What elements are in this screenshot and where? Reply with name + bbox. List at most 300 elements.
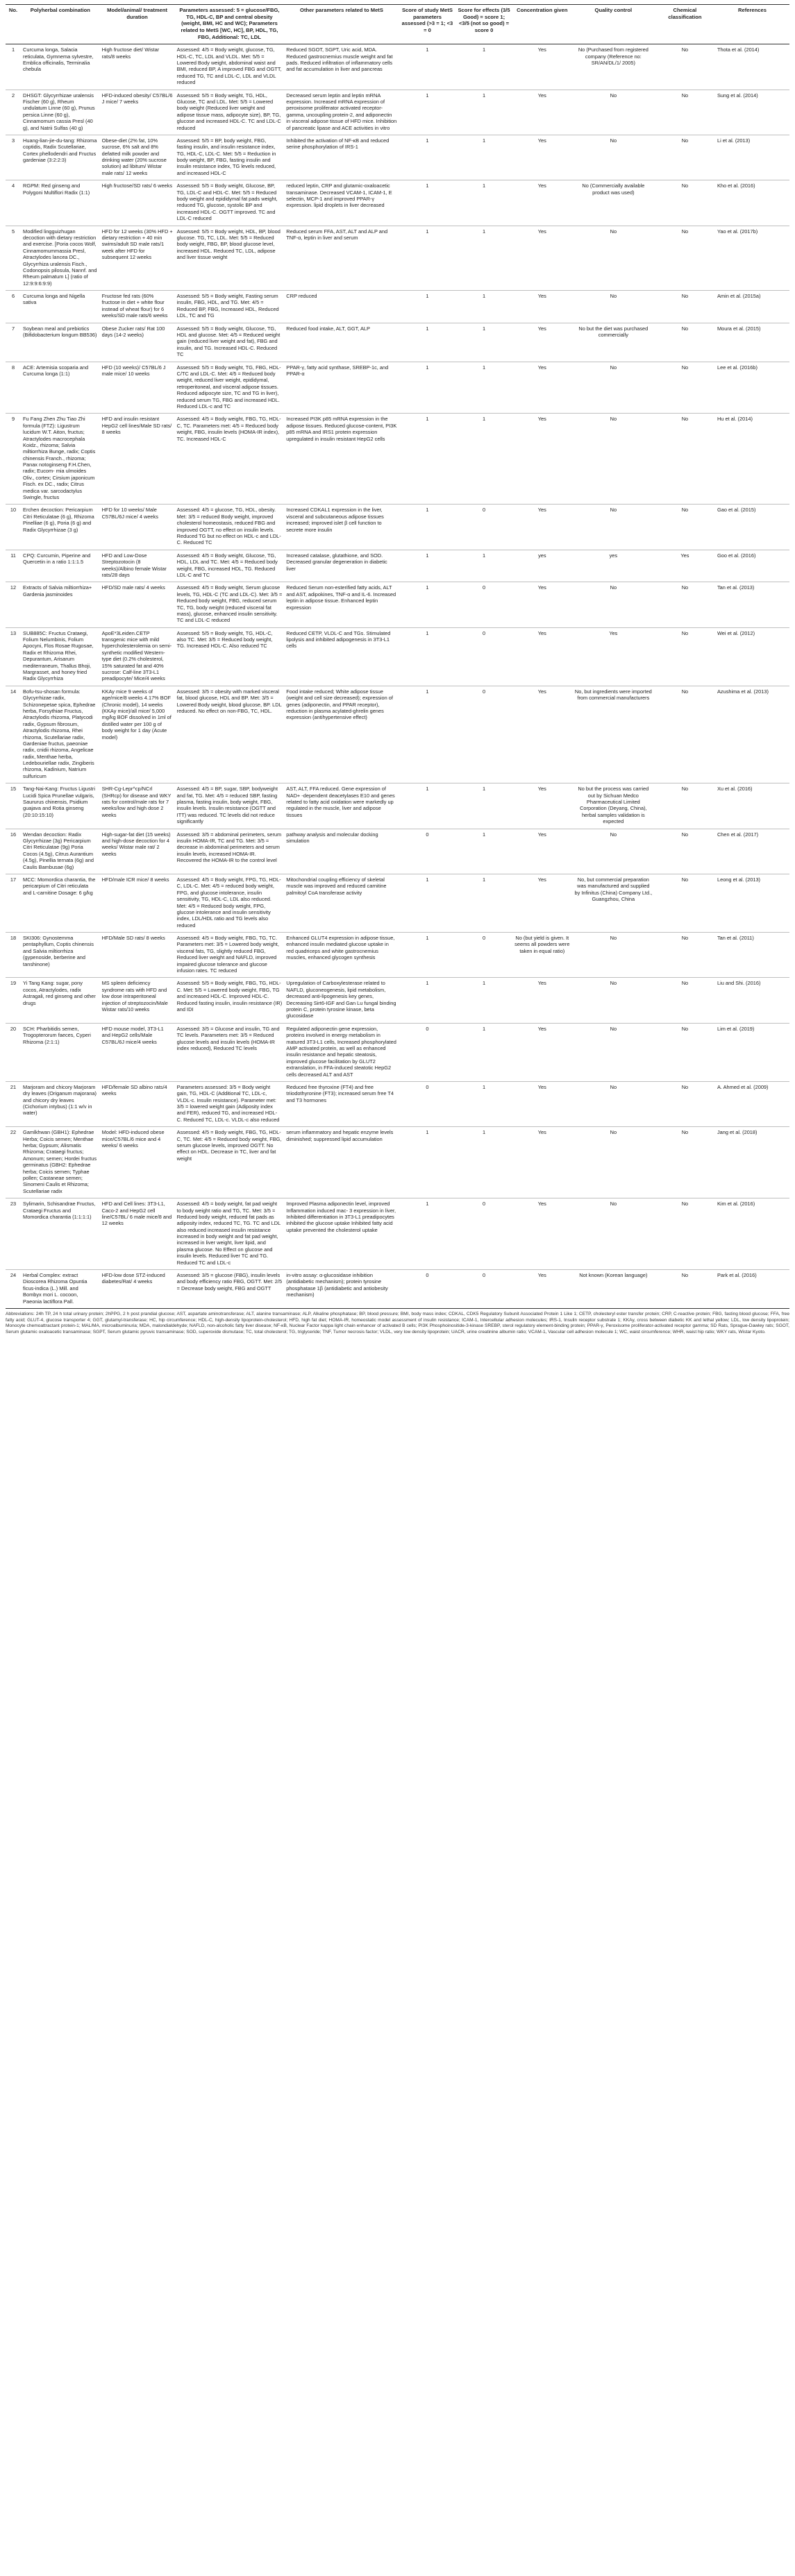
- concentration-given-cell: Yes: [512, 627, 572, 686]
- model-treatment-cell: SHR-Cg-Lepr^cp/NCrl (SHRcp) for disease and WKY rats for control/male rats for 7 weeks/low and high dose 2 weeks: [100, 783, 175, 829]
- parameters-assessed-cell: Assessed: 4/5 = Body weight, Glucose, TG, HDL, LDL and TC. Met: 4/5 = Reduced body weight, FBG, increased HDL, TG. Reduced LDL-C and TC: [175, 550, 285, 582]
- model-treatment-cell: HFD for 10 weeks/ Male C57BL/6J mice/ 4 weeks: [100, 505, 175, 550]
- polyherbal-combination-cell: SCH: Pharbitidis semen, Trogopterorum faeces, Cyperi Rhizoma (2:1:1): [21, 1023, 100, 1081]
- model-treatment-cell: High fructose diet/ Wistar rats/8 weeks: [100, 44, 175, 90]
- other-parameters-cell: AST, ALT, FFA reduced. Gene expression of NAD+ -dependent deacetylases E10 and genes related to fatty acid oxidation were markedly up regulated in the muscle, liver and adipose tissues: [284, 783, 399, 829]
- concentration-given-cell: Yes: [512, 90, 572, 135]
- polyherbal-combination-cell: Wendan decoction: Radix Glycyrrhizae (3g) Pericarpium Citri Reticulatae (9g) Poria Cocos (4.5g), Citrus Aurantium (4.5g), Pinellia ternata (6g) and Caulis Bambusae (6g): [21, 829, 100, 874]
- quality-control-cell: No: [572, 1198, 655, 1270]
- polyherbal-combination-cell: Huang-lian-jie-du-tang: Rhizoma coptidis, Radix Scutellariae, Cortex phellodendri and Fructus gardeniae (3:2:2:3): [21, 135, 100, 180]
- chemical-classification-cell: No: [655, 933, 715, 978]
- score-parameters-cell: 0: [399, 1270, 456, 1309]
- row-number-cell: 8: [6, 362, 21, 414]
- parameters-assessed-cell: Assessed: 5/5 = BP, body weight, FBG, fasting insulin, and insulin resistance index, TG, HDL-C, LDL-C. Met: 5/5 = Reduction in body weight, BP, FBG, fasting insulin and insulin resistance index, TG levels reduced, and increased HDL-C: [175, 135, 285, 180]
- concentration-given-cell: Yes: [512, 1198, 572, 1270]
- other-parameters-cell: Regulated adiponectin gene expression, proteins involved in energy metabolism in matured 3T3-L1 cells, Increased phosphorylated AMP activated protein, as well as enhanced insulin resistance and hepatic steatosis, improved glucose facilitation by GLUT2 extranslation, in FFA-induced steatotic HepG2 cells decreased ALT and AST: [284, 1023, 399, 1081]
- chemical-classification-cell: No: [655, 226, 715, 291]
- quality-control-cell: No: [572, 362, 655, 414]
- table-row: [6, 550, 789, 582]
- polyherbal-combination-cell: Gamlkhwan (GBH1): Ephedrae Herba; Coicis semen; Menthae herba; Gypsum; Alismatis Rhizoma; Crataegi fructus; Amonum; semen; Hordei fructus germinatus (GBH2: Ephedrae herba; Coicis semen; Typhae pollen; Castaneae semen; Sinomeni Caulis et Rhizoma; Scutellariae radix: [21, 1127, 100, 1198]
- score-parameters-cell: 1: [399, 1127, 456, 1198]
- reference-cell: Chen et al. (2017): [715, 829, 789, 874]
- row-number-cell: 6: [6, 291, 21, 323]
- parameters-assessed-cell: Assessed: 3/5 = Glucose and insulin, TG and TC levels. Parameters met: 3/5 = Reduced glucose levels and insulin levels (HOMA-IR index reduced), Reduced TC levels: [175, 1023, 285, 1081]
- polyherbal-combination-cell: Fu Fang Zhen Zhu Tiao Zhi formula (FTZ): Ligustrum lucidum W.T. Aiton, fructus; Atractylodes macrocephala Koidz., rhizoma; Salvia miltiorrhiza Bunge, radix; Coptis chinensis Franch., rhizoma; Panax notoginseng F.H.Chen, radix; Eucom- mia ulmoides Oliv., cortex; Cirsium japonicum Fisch. ex DC., radix; Citrus medica var. sarcodactylus Swingle, fructus: [21, 414, 100, 505]
- model-treatment-cell: HFD/male ICR mice/ 8 weeks: [100, 874, 175, 932]
- column-header: Concentration given: [512, 5, 572, 44]
- row-number-cell: 4: [6, 180, 21, 226]
- table-row: [6, 686, 789, 783]
- score-effects-cell: 0: [455, 686, 512, 783]
- parameters-assessed-cell: Assessed: 5/5 = Body weight, HDL, BP, blood glucose. TG, TC, LDL. Met: 5/5 = Reduced body weight, FBG, BP, blood glucose level, increased HDL. Reduced TC, LDL, adipose and liver tissue weight: [175, 226, 285, 291]
- row-number-cell: 10: [6, 505, 21, 550]
- score-parameters-cell: 1: [399, 582, 456, 627]
- score-effects-cell: 1: [455, 135, 512, 180]
- row-number-cell: 3: [6, 135, 21, 180]
- reference-cell: Kim et al. (2016): [715, 1198, 789, 1270]
- polyherbal-combination-cell: Modified lingguizhugan decoction with dietary restriction and exercise. [Poria cocos Wolf, Cinnamomummassia Presl, Atractylodes lancea DC., Glycyrrhiza uralensis Fisch., Codonopsis pilosula, Nannf. and Rheum palmatum L] (ratio of 12:9:9:6:9:9): [21, 226, 100, 291]
- chemical-classification-cell: No: [655, 414, 715, 505]
- concentration-given-cell: Yes: [512, 135, 572, 180]
- model-treatment-cell: HFD and insulin resistant HepG2 cell lines/Male SD rats/ 8 weeks: [100, 414, 175, 505]
- other-parameters-cell: in-vitro assay: α-glucosidase inhibition (antidiabetic mechanism); protein tyrosine phosphatase 1β (antidiabetic and antiobesity mechanism): [284, 1270, 399, 1309]
- row-number-cell: 2: [6, 90, 21, 135]
- column-header: Parameters assessed: 5 = glucose/FBG, TG, HDL-C, BP and central obesity (weight, BMI, HC and WC); Parameters related to MetS [WC, HC], BP, HDL, TG, FBG, Additional: TC, LDL: [175, 5, 285, 44]
- score-parameters-cell: 1: [399, 505, 456, 550]
- model-treatment-cell: HFD (10 weeks)/ C57BL/6 J male mice/ 10 weeks: [100, 362, 175, 414]
- other-parameters-cell: Inhibited the activation of NF-κB and reduced serine phosphorylation of IRS-1: [284, 135, 399, 180]
- table-row: [6, 783, 789, 829]
- chemical-classification-cell: No: [655, 686, 715, 783]
- row-number-cell: 11: [6, 550, 21, 582]
- column-header: References: [715, 5, 789, 44]
- other-parameters-cell: Reduced SGOT, SGPT, Uric acid, MDA. Reduced gastrocnemius muscle weight and fat pads. Reduced infiltration of inflammatory cells and fat accumulation in liver and pancreas: [284, 44, 399, 90]
- row-number-cell: 24: [6, 1270, 21, 1309]
- model-treatment-cell: Model: HFD-induced obese mice/C57BL/6 mice and 4 weeks/ 6 weeks: [100, 1127, 175, 1198]
- quality-control-cell: No: [572, 1023, 655, 1081]
- quality-control-cell: No: [572, 505, 655, 550]
- reference-cell: Liu and Shi. (2016): [715, 978, 789, 1023]
- row-number-cell: 9: [6, 414, 21, 505]
- row-number-cell: 22: [6, 1127, 21, 1198]
- chemical-classification-cell: No: [655, 180, 715, 226]
- reference-cell: Kho et al. (2016): [715, 180, 789, 226]
- reference-cell: Azushima et al. (2013): [715, 686, 789, 783]
- score-effects-cell: 1: [455, 44, 512, 90]
- table-row: [6, 323, 789, 362]
- quality-control-cell: No: [572, 226, 655, 291]
- column-header: Score for effects (3/5 Good) = score 1; <3/5 (not so good) = score 0: [455, 5, 512, 44]
- model-treatment-cell: ApoE*3Leiden.CETP transgenic mice with mild hypercholesterolemia on semi-synthetic modified Western-type diet (0.2% cholesterol, 15% saturated fat and 40% sucrose: Calf-line 3T3-L1 preadipocyte/ Mice/4 weeks: [100, 627, 175, 686]
- chemical-classification-cell: No: [655, 783, 715, 829]
- chemical-classification-cell: No: [655, 44, 715, 90]
- column-header: Polyherbal combination: [21, 5, 100, 44]
- row-number-cell: 20: [6, 1023, 21, 1081]
- concentration-given-cell: Yes: [512, 874, 572, 932]
- model-treatment-cell: KKAy mice 9 weeks of age/mice/8 weeks 4.17% BOF (Chronic model), 14 weeks (KKAy mice)/all mice/ 5,000 mg/kg BOF dissolved in 1ml of distilled water per 100 g of body weight for 1 day (Acute model): [100, 686, 175, 783]
- quality-control-cell: No: [572, 1081, 655, 1126]
- other-parameters-cell: Increased PI3K p85 mRNA expression in the adipose tissues. Reduced glucose-content, PI3K p85 mRNA and IRS1 protein expression upregulated in insulin resistant HepG2 cells: [284, 414, 399, 505]
- other-parameters-cell: Increased catalase, glutathione, and SOD. Decreased granular degeneration in diabetic liver: [284, 550, 399, 582]
- polyherbal-combination-cell: Soybean meal and prebiotics (Bifidobacterium longum BB536): [21, 323, 100, 362]
- model-treatment-cell: High fructose/SD rats/ 6 weeks: [100, 180, 175, 226]
- parameters-assessed-cell: Assessed: 3/5 = glucose (FBG), insulin levels and body efficiency ratio FBG, OGTT. Met: 2/5 = Decrease body weight, FBG and OGTT: [175, 1270, 285, 1309]
- score-effects-cell: 0: [455, 1270, 512, 1309]
- polyherbal-combination-cell: Bofu-tsu-shosan formula: Glycyrrhizae radix, Schizonepetae spica, Ephedrae herba, Forsythiae Fructus, Atractylodis rhizoma, Platycodi radix, Gypsum fibrosum, Atractylodis rhizoma, Rhei rhizoma, Scutellariae radix, Gardeniae fructus, paeoniae radix, cnidii rhizoma, Angelicae radix, Menthae herba, Ledebouriellae radix, Zingiberis rhizoma, Kadinium, Natrium sulfuricum: [21, 686, 100, 783]
- chemical-classification-cell: No: [655, 874, 715, 932]
- table-row: [6, 180, 789, 226]
- quality-control-cell: yes: [572, 550, 655, 582]
- other-parameters-cell: Reduced Serum non-esterified fatty acids, ALT and AST, adipokines, TNF-α and IL-6. Increased leptin in adipose tissue. Enhanced leptin expression: [284, 582, 399, 627]
- column-header: No.: [6, 5, 21, 44]
- score-effects-cell: 1: [455, 414, 512, 505]
- row-number-cell: 1: [6, 44, 21, 90]
- score-parameters-cell: 1: [399, 226, 456, 291]
- parameters-assessed-cell: Assessed: 4/5 = Body weight, glucose, TG, HDL-C, TC, LDL and VLDL. Met: 5/5 = Lowered Body weight, abdominal waist and BMI, reduced BP, A improved FBG and OGTT, reduced TG, TC and LDL-C, LDL and VLDL reduced: [175, 44, 285, 90]
- chemical-classification-cell: No: [655, 362, 715, 414]
- quality-control-cell: No (Commercially available product was used): [572, 180, 655, 226]
- parameters-assessed-cell: Assessed: 3/5 = obesity with marked visceral fat, blood glucose, HDL and BP. Met: 3/5 = Lowered Body weight, blood glucose, BP. LDL reduced. No effect on non-FBG, TC, HDL.: [175, 686, 285, 783]
- score-parameters-cell: 1: [399, 686, 456, 783]
- score-parameters-cell: 1: [399, 362, 456, 414]
- model-treatment-cell: HFD and Cell lines: 3T3-L1, Caco-2 and HepG2 cell line/C57BL/ 6 male mice/8 and 12 weeks: [100, 1198, 175, 1270]
- parameters-assessed-cell: Assessed: 4/5 = Body weight, FPG, TG, HDL-C, LDL-C. Met: 4/5 = reduced body weight, FPG, and glucose intolerance, insulin sensitivity, TG, HDL-C, LDL also reduced. Met: 4/5 = Reduced body weight, FPG, glucose intolerance and insulin sensitivity index, LDL/HDL ratio and TG levels also reduced: [175, 874, 285, 932]
- table-row: [6, 226, 789, 291]
- quality-control-cell: No: [572, 1127, 655, 1198]
- table-row: [6, 1270, 789, 1309]
- quality-control-cell: No, but commercial preparation was manufactured and supplied by Infinitus (China) Company Ltd., Guangzhou, China: [572, 874, 655, 932]
- polyherbal-combination-cell: Extracts of Salvia miltiorrhiza+ Gardenia jasminoides: [21, 582, 100, 627]
- chemical-classification-cell: No: [655, 90, 715, 135]
- score-parameters-cell: 1: [399, 978, 456, 1023]
- table-row: [6, 1127, 789, 1198]
- reference-cell: A. Ahmed et al. (2009): [715, 1081, 789, 1126]
- chemical-classification-cell: No: [655, 291, 715, 323]
- score-effects-cell: 1: [455, 874, 512, 932]
- other-parameters-cell: Food intake reduced; White adipose tissue (weight and cell size decreased); expression of genes (adiponectin, and PPAR receptor), reduction in plasma acylated-ghrelin genes expression (antihypertensive effect): [284, 686, 399, 783]
- abbreviations-footnote: Abbreviations: 24h TP, 24 h total urinary protein; 2hPPG, 2 h post prandial glucose; AST, aspartate aminotransferase; ALT, alanine transaminase; ALP, Alkaline phosphatase; BP, blood pressure; BMI, body mass index; CDKAL, CDK5 Regulatory Subunit Associated Protein 1 Like 1; CETP, cholesteryl ester transfer protein; CRP, C-reactive protein; FBG, fasting blood glucose; FFA, free fatty acid; GLUT-4, glucose transporter 4; GGT, glutamyl-transferase; HC, hip circumference; HDL-C, high-density lipoprotein-cholesterol; HFD, high fat diet; HOMA-IR, homeostatic model assessment of insulin resistance; ICAM-1, Intercellular adhesion molecules; IRS-1, Insulin receptor substrate 1; KKAy, cross between diabetic KK and lethal yellow; LDL, low density lipoprotein; Monocyte chemoattractant protein-1; MAL/MA, microalbuminuria; MDA, malondialdehyde; NAFLD, non-alcoholic fatty liver disease; NF-κB, Nuclear Factor kappa light chain enhancer of activated B cells; PI3K Phosphoinositide-3-kinase SREBP, sterol regulatory element-binding protein; PPAR-γ, Peroxisome proliferator-activated receptor gamma; SD Rats, Sprague-Dawley rats; SGOT, Serum glutamic oxaloacetic transaminase; SGPT, Serum glutamic pyruvic transaminase; SOD, superoxide dismutase; TC, total cholesterol; TG, triglyceride; TNF, Tumor necrosis factor; VLDL, very low density lipoprotein; UACR, urine creatinine albumin ratio; VCAM-1, Vascular cell adhesion molecule 1; WC, waist circumference; WHR, waist hip ratio; WKY rats, Wistar Kyoto.: [6, 1312, 789, 1334]
- model-treatment-cell: Obese-diet (2% fat, 10% sucrose, 6% salt and 8% defatted milk powder and drinking water (20% sucrose solution) ad libitum/ Wistar male rats/ 12 weeks: [100, 135, 175, 180]
- table-row: [6, 582, 789, 627]
- table-row: [6, 829, 789, 874]
- other-parameters-cell: reduced leptin, CRP and glutamic-oxaloacetic transaminase. Decreased VCAM-1, ICAM-1, E selectin, MCP-1 and improved PPAR-γ expression. lipid droplets in liver decreased: [284, 180, 399, 226]
- score-effects-cell: 0: [455, 933, 512, 978]
- other-parameters-cell: pathway analysis and molecular docking simulation: [284, 829, 399, 874]
- concentration-given-cell: Yes: [512, 783, 572, 829]
- chemical-classification-cell: No: [655, 505, 715, 550]
- other-parameters-cell: Reduced serum FFA, AST, ALT and ALP and TNF-α, leptin in liver and serum: [284, 226, 399, 291]
- column-header: Other parameters related to MetS: [284, 5, 399, 44]
- column-header: Chemical classification: [655, 5, 715, 44]
- parameters-assessed-cell: Assessed: 4/5 = Body weight, FBG, TG, HDL-C, TC. Parameters met: 4/5 = Reduced body weight, FBG, insulin levels (HOMA-IR index), TC. Increased HDL-C: [175, 414, 285, 505]
- other-parameters-cell: Decreased serum leptin and leptin mRNA expression. Increased mRNA expression of peroxisome proliferator activated receptor-gamma, uncoupling protein-2, and adiponectin in visceral adipose tissue of HFD mice. Inhibition of pancreatic lipase and ACE activities in vitro: [284, 90, 399, 135]
- model-treatment-cell: HFD and Low-Dose Streptozotocin (8 weeks)/Albino female Wistar rats/28 days: [100, 550, 175, 582]
- polyherbal-combination-cell: Curcuma longa and Nigella sativa: [21, 291, 100, 323]
- score-parameters-cell: 0: [399, 829, 456, 874]
- concentration-given-cell: Yes: [512, 582, 572, 627]
- parameters-assessed-cell: Assessed: 5/5 = Body weight, TG, HDL-C, also TC. Met: 3/5 = Reduced body weight, TG. Increased HDL-C. Also reduced TC: [175, 627, 285, 686]
- model-treatment-cell: MS spleen deficiency syndrome rats with HFD and low dose intraperitoneal injection of streptozocin/Male Wistar rats/10 weeks: [100, 978, 175, 1023]
- chemical-classification-cell: Yes: [655, 550, 715, 582]
- row-number-cell: 18: [6, 933, 21, 978]
- quality-control-cell: No (Purchased from registered company (Reference no: SR/AN/DL/1/ 2005): [572, 44, 655, 90]
- concentration-given-cell: Yes: [512, 505, 572, 550]
- score-effects-cell: 1: [455, 978, 512, 1023]
- quality-control-cell: No: [572, 414, 655, 505]
- quality-control-cell: No, but ingredients were imported from commercial manufacturers: [572, 686, 655, 783]
- score-effects-cell: 1: [455, 829, 512, 874]
- quality-control-cell: Yes: [572, 627, 655, 686]
- quality-control-cell: No but the process was carried out by Sichuan Medco Pharmaceutical Limited Corporation (Deyang, China), herbal samples validation is expected: [572, 783, 655, 829]
- table-row: [6, 414, 789, 505]
- table-row: [6, 978, 789, 1023]
- table-row: [6, 1198, 789, 1270]
- reference-cell: Xu et al. (2016): [715, 783, 789, 829]
- table-row: [6, 505, 789, 550]
- row-number-cell: 16: [6, 829, 21, 874]
- parameters-assessed-cell: Assessed: 4/5 = Body weight, Serum glucose levels, TG, HDL-C (TC and LDL-C). Met: 3/5 = Reduced body weight, FBG, reduced serum TC, TG, body weight (reduced visceral fat mass), glucose, enhanced insulin sensitivity. TC and LDL-C reduced: [175, 582, 285, 627]
- score-parameters-cell: 0: [399, 1023, 456, 1081]
- chemical-classification-cell: No: [655, 323, 715, 362]
- reference-cell: Moura et al. (2015): [715, 323, 789, 362]
- polyherbal-combination-cell: SUB885C: Fructus Crataegi, Folium Nelumbinis, Folium Apocyni, Flos Rosae Rugosae, Radix et Rhizoma Rhei, Depurantum, Arisarum mediterraneum, Thallus Bhoji, Margrasset, and honey fried Radix Glycyrrhiza: [21, 627, 100, 686]
- model-treatment-cell: HFD/SD male rats/ 4 weeks: [100, 582, 175, 627]
- polyherbal-combination-cell: Tang-Nai-Kang: Fructus Ligustri Lucidi Spica Prunellae vulgaris, Saururus chinensis, Psidium guajava and Rotia ginseng (20:10:15:10): [21, 783, 100, 829]
- chemical-classification-cell: No: [655, 1198, 715, 1270]
- reference-cell: Goo et al. (2016): [715, 550, 789, 582]
- polyherbal-combination-cell: Erchen decoction: Pericarpium Citri Reticulatae (6 g), Rhizoma Pinelliae (6 g), Poria (6 g) and Radix Glycyrrhizae (3 g): [21, 505, 100, 550]
- other-parameters-cell: serum inflammatory and hepatic enzyme levels diminished; suppressed lipid accumulation: [284, 1127, 399, 1198]
- parameters-assessed-cell: Assessed: 4/5 = body weight, fat pad weight to body weight ratio and TG, TC. Met: 3/5 = Reduced body weight, reduced fat pads as adiposity index, reduced TC, TG. TC and LDL also reduced increased insulin resistance increased in body weight and fat pad weight, increased in liver weight, liver lipid, and plasma glucose. No Effect on glucose and insulin levels. Reduced liver TC and TG. Reduced TC and LDL-c: [175, 1198, 285, 1270]
- chemical-classification-cell: No: [655, 978, 715, 1023]
- other-parameters-cell: Enhanced GLUT4 expression in adipose tissue, enhanced insulin mediated glucose uptake in red quadriceps and white gastrocnemius muscles, enhanced glycogen synthesis: [284, 933, 399, 978]
- score-effects-cell: 0: [455, 627, 512, 686]
- quality-control-cell: No: [572, 135, 655, 180]
- score-parameters-cell: 1: [399, 933, 456, 978]
- quality-control-cell: No: [572, 582, 655, 627]
- other-parameters-cell: Increased CDKAL1 expression in the liver, visceral and subcutaneous adipose tissues increased; improved islet β cell function to secrete more insulin: [284, 505, 399, 550]
- quality-control-cell: No: [572, 291, 655, 323]
- parameters-assessed-cell: Assessed: 3/5 = abdominal perimeters, serum insulin HOMA-IR, TC and TG. Met: 3/5 = decrease in abdominal perimeters and serum insulin levels, increased HOMA-IR. Recovered the HOMA-IR to the control level: [175, 829, 285, 874]
- polyherbal-table: [6, 4, 789, 1309]
- parameters-assessed-cell: Assessed: 4/5 = Body weight, FBG, TG, HDL-C, TC. Met: 4/5 = Reduced body weight, FBG, serum glucose levels, improved OGTT. No effect on HDL. Decrease in TC, liver and fat weight: [175, 1127, 285, 1198]
- model-treatment-cell: HFD-induced obesity/ C57BL/6 J mice/ 7 weeks: [100, 90, 175, 135]
- score-effects-cell: 1: [455, 226, 512, 291]
- polyherbal-combination-cell: Marjoram and chicory Marjoram dry leaves (Origanum majorana) and chicory dry leaves (Cichorium intybus) (1:1 w/v in water): [21, 1081, 100, 1126]
- concentration-given-cell: Yes: [512, 44, 572, 90]
- reference-cell: Leong et al. (2013): [715, 874, 789, 932]
- reference-cell: Park et al. (2016): [715, 1270, 789, 1309]
- reference-cell: Wei et al. (2012): [715, 627, 789, 686]
- other-parameters-cell: Upregulation of Carboxylesterase related to NAFLD, gluconeogenesis, lipid metabolism, decreased anti-lipogenesis key genes, Decreasing Sirt6-IGF and Gan Lu fungal binding protein C, protein tyrosine kinase, beta glucosidase: [284, 978, 399, 1023]
- polyherbal-combination-cell: Herbal Complex: extract Dioscorea Rhizoma Opuntia ficus-indica (L.) Mill. and Bombyx mori L. cocoon, Paeonia lactiflora Pall.: [21, 1270, 100, 1309]
- reference-cell: Gao et al. (2015): [715, 505, 789, 550]
- table-row: [6, 291, 789, 323]
- concentration-given-cell: No (but yield is given. It seems all powders were taken in equal ratio): [512, 933, 572, 978]
- score-parameters-cell: 1: [399, 1198, 456, 1270]
- chemical-classification-cell: No: [655, 829, 715, 874]
- score-effects-cell: 0: [455, 1198, 512, 1270]
- score-effects-cell: 1: [455, 783, 512, 829]
- polyherbal-combination-cell: Curcuma longa, Salacia reticulata, Gymnema sylvestre, Emblica officinalis, Terminalia chebula: [21, 44, 100, 90]
- table-row: [6, 1023, 789, 1081]
- quality-control-cell: Not known (Korean language): [572, 1270, 655, 1309]
- score-parameters-cell: 0: [399, 1081, 456, 1126]
- quality-control-cell: No: [572, 933, 655, 978]
- model-treatment-cell: Fructose fed rats (60% fructose in diet + white flour instead of wheat flour) for 6 weeks/SD male rats/6 weeks: [100, 291, 175, 323]
- table-row: [6, 44, 789, 90]
- row-number-cell: 13: [6, 627, 21, 686]
- other-parameters-cell: CRP reduced: [284, 291, 399, 323]
- score-effects-cell: 1: [455, 90, 512, 135]
- polyherbal-combination-cell: SKI306: Gynostemma pentaphyllum, Coptis chinensis and Salvia miltiorrhiza (gypenoside, berberine and tanshinone): [21, 933, 100, 978]
- score-parameters-cell: 1: [399, 90, 456, 135]
- model-treatment-cell: HFD-low dose STZ-induced diabetes/Rat/ 4 weeks: [100, 1270, 175, 1309]
- score-parameters-cell: 1: [399, 550, 456, 582]
- table-row: [6, 362, 789, 414]
- other-parameters-cell: Reduced free thyroxine (FT4) and free triiodothyronine (FT3); increased serum free T4 and T3 hormones: [284, 1081, 399, 1126]
- concentration-given-cell: Yes: [512, 1023, 572, 1081]
- reference-cell: Tan et al. (2011): [715, 933, 789, 978]
- model-treatment-cell: HFD/female SD albino rats/4 weeks: [100, 1081, 175, 1126]
- chemical-classification-cell: No: [655, 1270, 715, 1309]
- reference-cell: Lim et al. (2019): [715, 1023, 789, 1081]
- score-effects-cell: 1: [455, 1081, 512, 1126]
- concentration-given-cell: yes: [512, 550, 572, 582]
- table-header: [6, 5, 789, 44]
- parameters-assessed-cell: Assessed: 5/5 = Body weight, Glucose, BP, TG, LDL-C and HDL-C. Met: 5/5 = Reduced body weight and epididymal fat pads weight, reduced TG, glucose, systolic BP and increased HDL-C. OGTT improved. TC and LDL-C reduced: [175, 180, 285, 226]
- other-parameters-cell: PPAR-γ, fatty acid synthase, SREBP-1c, and PPAR-α: [284, 362, 399, 414]
- column-header: Score of study MetS parameters assessed (>3 = 1; <3 = 0: [399, 5, 456, 44]
- column-header: Quality control: [572, 5, 655, 44]
- polyherbal-combination-cell: Yi Tang Kang: sugar, pony cocos, Atractylodes, radix Astragali, red ginseng and other drugs: [21, 978, 100, 1023]
- chemical-classification-cell: No: [655, 1081, 715, 1126]
- score-effects-cell: 0: [455, 505, 512, 550]
- score-effects-cell: 1: [455, 362, 512, 414]
- score-effects-cell: 1: [455, 1127, 512, 1198]
- score-parameters-cell: 1: [399, 44, 456, 90]
- reference-cell: Li et al. (2013): [715, 135, 789, 180]
- score-parameters-cell: 1: [399, 323, 456, 362]
- model-treatment-cell: HFD mouse model, 3T3-L1 and HepG2 cells/Male C57BL/6J mice/4 weeks: [100, 1023, 175, 1081]
- other-parameters-cell: Reduced food intake, ALT, GGT, ALP: [284, 323, 399, 362]
- score-parameters-cell: 1: [399, 414, 456, 505]
- row-number-cell: 15: [6, 783, 21, 829]
- polyherbal-combination-cell: ACE: Artemisia scoparia and Curcuma longa (1:1): [21, 362, 100, 414]
- reference-cell: Yao et al. (2017b): [715, 226, 789, 291]
- concentration-given-cell: Yes: [512, 362, 572, 414]
- chemical-classification-cell: No: [655, 1023, 715, 1081]
- column-header: Model/animal/ treatment duration: [100, 5, 175, 44]
- row-number-cell: 19: [6, 978, 21, 1023]
- reference-cell: Hu et al. (2014): [715, 414, 789, 505]
- quality-control-cell: No: [572, 978, 655, 1023]
- other-parameters-cell: Mitochondrial coupling efficiency of skeletal muscle was improved and reduced carnitine palmitoyl CoA transferase activity: [284, 874, 399, 932]
- concentration-given-cell: Yes: [512, 829, 572, 874]
- score-effects-cell: 1: [455, 180, 512, 226]
- quality-control-cell: No: [572, 90, 655, 135]
- score-parameters-cell: 1: [399, 627, 456, 686]
- concentration-given-cell: Yes: [512, 1081, 572, 1126]
- polyherbal-combination-cell: MCC: Momordica charantia, the pericarpium of Citri reticulata and L-carnitine Dosage: 6 g/kg: [21, 874, 100, 932]
- header-row: [6, 5, 789, 44]
- polyherbal-combination-cell: RGPM: Red ginseng and Polygoni Multiflori Radix (1:1): [21, 180, 100, 226]
- row-number-cell: 14: [6, 686, 21, 783]
- model-treatment-cell: Obese Zucker rats/ Rat 100 days (14-2 weeks): [100, 323, 175, 362]
- concentration-given-cell: Yes: [512, 686, 572, 783]
- concentration-given-cell: Yes: [512, 180, 572, 226]
- quality-control-cell: No: [572, 829, 655, 874]
- reference-cell: Thota et al. (2014): [715, 44, 789, 90]
- chemical-classification-cell: No: [655, 1127, 715, 1198]
- score-effects-cell: 1: [455, 323, 512, 362]
- row-number-cell: 12: [6, 582, 21, 627]
- model-treatment-cell: High-sugar-fat diet (15 weeks) and high-dose decoction for 4 weeks/ Wistar male rat/ 2 weeks: [100, 829, 175, 874]
- concentration-given-cell: Yes: [512, 291, 572, 323]
- other-parameters-cell: Reduced CETP, VLDL-C and TGs. Stimulated lipolysis and inhibited adipogenesis in 3T3-L1 cells: [284, 627, 399, 686]
- other-parameters-cell: Improved Plasma adiponectin level, improved Inflammation induced mac- 3 expression in liver, Inhibited differentiation in 3T3-L1 preadipocytes inhibited the glucose uptake Inhibited fatty acid uptake prevented the cholesterol uptake: [284, 1198, 399, 1270]
- chemical-classification-cell: No: [655, 135, 715, 180]
- table-row: [6, 90, 789, 135]
- parameters-assessed-cell: Assessed: 5/5 = Body weight, Glucose, TG, HDL and glucose. Met: 4/5 = Reduced weight gain (reduced liver weight and fat), FBG and insulin, and TG. Increased HDL-C. Reduced TC: [175, 323, 285, 362]
- parameters-assessed-cell: Assessed: 5/5 = Body weight, TG, HDL, Glucose, TC and LDL. Met: 5/5 = Lowered body weight (Reduced liver weight and adipose tissue mass, adipocyte size), BP, TG, glucose and increased HDL-C. TC and LDL-C reduced: [175, 90, 285, 135]
- polyherbal-combination-cell: Sylimarin, Schisandrae Fructus, Crataegi Fructus and Momordica charantia (1:1:1:1): [21, 1198, 100, 1270]
- reference-cell: Amin et al. (2015a): [715, 291, 789, 323]
- reference-cell: Jang et al. (2018): [715, 1127, 789, 1198]
- row-number-cell: 17: [6, 874, 21, 932]
- table-row: [6, 874, 789, 932]
- parameters-assessed-cell: Assessed: 5/5 = Body weight, Fasting serum insulin, FBG, HDL, and TG. Met: 4/5 = Reduced BP, FBG, Increased HDL, Reduced LDL, TC and TG: [175, 291, 285, 323]
- parameters-assessed-cell: Assessed: 5/5 = Body weight, TG, FBG, HDL-C/TC and LDL-C. Met: 4/5 = Reduced body weight, reduced liver weight, epididymal, retroperitoneal, and visceral adipose tissues. Reduced adipocyte size, TC and TG in liver), reduced serum TG, FBG and increased HDL. Reduced LDL-c and TC: [175, 362, 285, 414]
- reference-cell: Lee et al. (2016b): [715, 362, 789, 414]
- score-effects-cell: 1: [455, 1023, 512, 1081]
- score-parameters-cell: 1: [399, 783, 456, 829]
- polyherbal-combination-cell: CPQ: Curcumin, Piperine and Quercetin in a ratio 1:1:1.5: [21, 550, 100, 582]
- model-treatment-cell: HFD for 12 weeks (30% HFD + dietary restriction + 40 min swims/adult SD male rats/1 week after HFD for subsequent 12 weeks: [100, 226, 175, 291]
- parameters-assessed-cell: Assessed: 4/5 = BP, sugar, SBP, bodyweight and fat, TG. Met: 4/5 = reduced SBP, fasting plasma, fasting insulin, body weight, FBG, insulin levels. Insulin resistance (OGTT and ITT) was reduced. TC levels did not reduce significantly: [175, 783, 285, 829]
- score-parameters-cell: 1: [399, 874, 456, 932]
- quality-control-cell: No but the diet was purchased commercially: [572, 323, 655, 362]
- score-parameters-cell: 1: [399, 291, 456, 323]
- chemical-classification-cell: No: [655, 582, 715, 627]
- reference-cell: Sung et al. (2014): [715, 90, 789, 135]
- concentration-given-cell: Yes: [512, 414, 572, 505]
- polyherbal-combination-cell: DHSGT: Glycyrrhizae uralensis Fischer (60 g), Rheum undulatum Linne (60 g), Prunus persica Linne (60 g), Cinnamomum cassia Presl (40 g), and Natrii Sulfas (40 g): [21, 90, 100, 135]
- row-number-cell: 7: [6, 323, 21, 362]
- concentration-given-cell: Yes: [512, 978, 572, 1023]
- row-number-cell: 5: [6, 226, 21, 291]
- row-number-cell: 23: [6, 1198, 21, 1270]
- concentration-given-cell: Yes: [512, 226, 572, 291]
- score-parameters-cell: 1: [399, 180, 456, 226]
- parameters-assessed-cell: Assessed: 5/5 = Body weight, FBG, TG, HDL-C. Met: 5/5 = Lowered body weight, FBG, TG and increased HDL-C. Improved HDL-C. Reduced fasting insulin, insulin resistance (IR) and IDI: [175, 978, 285, 1023]
- score-effects-cell: 1: [455, 291, 512, 323]
- concentration-given-cell: Yes: [512, 1127, 572, 1198]
- table-body: [6, 44, 789, 1309]
- score-effects-cell: 0: [455, 582, 512, 627]
- table-row: [6, 135, 789, 180]
- parameters-assessed-cell: Assessed: 4/5 = glucose, TG, HDL, obesity. Met: 3/5 = reduced Body weight, improved cholesterol homeostasis, reduced FBG and improved OGTT, no effect on insulin levels. Reduced TG but no effect on HDL-c and LDL-C. Reduced TC: [175, 505, 285, 550]
- score-effects-cell: 1: [455, 550, 512, 582]
- table-row: [6, 627, 789, 686]
- chemical-classification-cell: No: [655, 627, 715, 686]
- row-number-cell: 21: [6, 1081, 21, 1126]
- concentration-given-cell: Yes: [512, 323, 572, 362]
- parameters-assessed-cell: Assessed: 4/5 = Body weight, FBG, TG, TC. Parameters met: 3/5 = Lowered body weight, visceral fats, TG, slightly reduced FBG, Reduced liver weight and NAFLD, improved impaired glucose tolerance and glucose infusion rates. TC reduced: [175, 933, 285, 978]
- table-row: [6, 1081, 789, 1126]
- concentration-given-cell: Yes: [512, 1270, 572, 1309]
- model-treatment-cell: HFD/Male SD rats/ 8 weeks: [100, 933, 175, 978]
